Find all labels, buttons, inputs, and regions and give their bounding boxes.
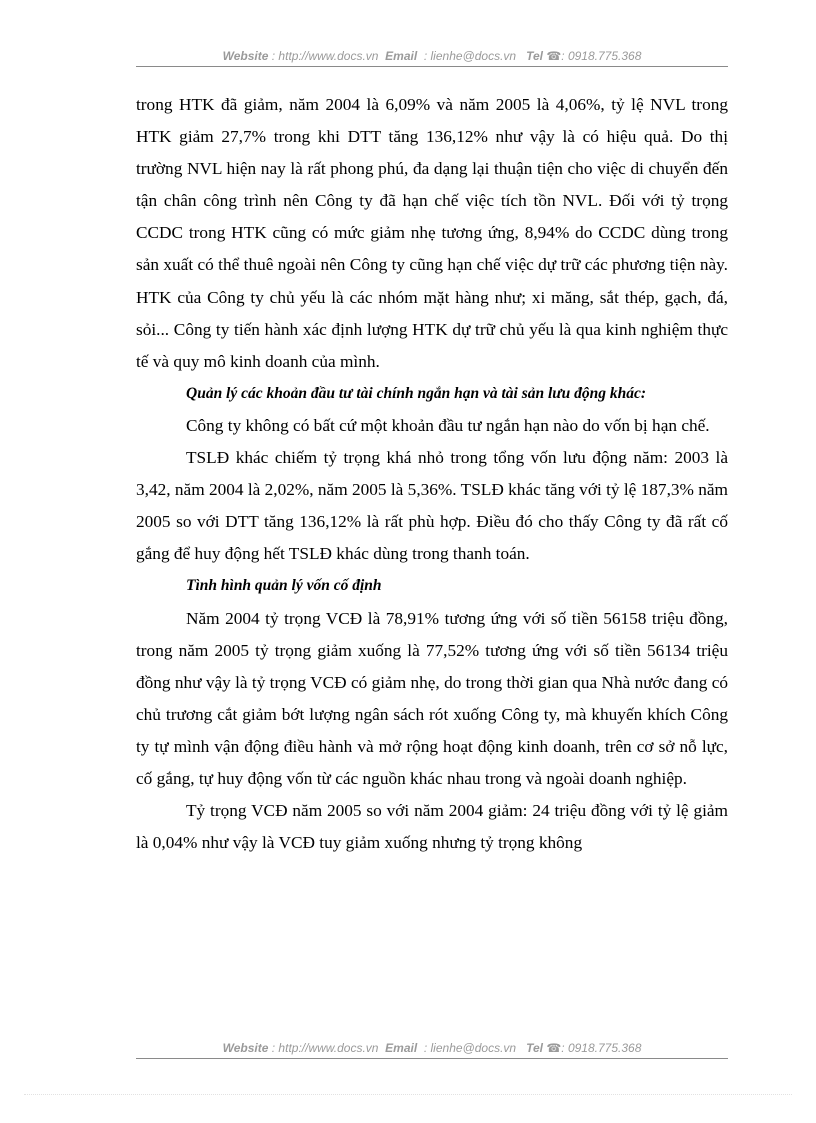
footer-email-label: Email [385,1041,418,1055]
footer-website-label: Website [222,1041,269,1055]
header-email-label: Email [385,49,418,63]
footer-tel-label: Tel [526,1041,543,1055]
header-tel-value: ☎: 0918.775.368 [546,49,642,63]
header-website-label: Website [222,49,269,63]
section-heading-short-term-investments: Quản lý các khoản đầu tư tài chính ngắn hạn và tài sản lưu động khác: [186,384,646,402]
paragraph-other-current-assets: TSLĐ khác chiếm tỷ trọng khá nhỏ trong tổng vốn lưu động năm: 2003 là 3,42, năm 2004 là 2,02%, năm 2005 là 5,36%. TSLĐ khác tăng với tỷ lệ 187,3% năm 2005 so với DTT tăng 136,12% là rất phù hợp. Điều đó cho thấy Công ty đã rất cố gắng để huy động hết TSLĐ khác dùng trong thanh toán. [136,448,728,564]
header-website-link[interactable]: : http://www.docs.vn [271,49,379,63]
paragraph-fixed-capital-change: Tỷ trọng VCĐ năm 2005 so với năm 2004 giảm: 24 triệu đồng với tỷ lệ giảm là 0,04% như vậy là VCĐ tuy giảm xuống nhưng tỷ trọng không [136,801,728,853]
footer-email-link[interactable]: : lienhe@docs.vn [423,1041,517,1055]
document-body [136,89,728,859]
header-divider [136,66,728,67]
paragraph-fixed-capital-2004-2005: Năm 2004 tỷ trọng VCĐ là 78,91% tương ứng với số tiền 56158 triệu đồng, trong năm 2005 tỷ trọng giảm xuống là 77,52% tương ứng với số tiền 56134 triệu đồng như vậy là tỷ trọng VCĐ có giảm nhẹ, do trong thời gian qua Nhà nước đang có chủ trương cắt giảm bớt lượng ngân sách rót xuống Công ty, mà khuyến khích Công ty tự mình vận động điều hành và mở rộng hoạt động kinh doanh, trên cơ sở nỗ lực, cố gắng, tự huy động vốn từ các nguồn khác nhau trong và ngoài doanh nghiệp. [136,608,728,788]
section-heading-fixed-capital: Tình hình quản lý vốn cố định [186,577,382,595]
page-edge-dotted-line [24,1094,792,1095]
footer-tel-value: ☎: 0918.775.368 [546,1041,642,1055]
paragraph-no-investment: Công ty không có bất cứ một khoản đầu tư ngắn hạn nào do vốn bị hạn chế. [186,415,710,435]
footer-website-link[interactable]: : http://www.docs.vn [271,1041,379,1055]
footer-divider [136,1058,728,1059]
header-email-link[interactable]: : lienhe@docs.vn [423,49,517,63]
page-footer [136,1041,728,1055]
header-tel-label: Tel [526,49,543,63]
page-header [136,49,728,63]
paragraph-htk: trong HTK đã giảm, năm 2004 là 6,09% và năm 2005 là 4,06%, tỷ lệ NVL trong HTK giảm 27,7% trong khi DTT tăng 136,12% như vậy là có hiệu quả. Do thị trường NVL hiện nay là rất phong phú, đa dạng lại thuận tiện cho việc di chuyển đến tận chân công trình nên Công ty đã hạn chế việc tích tồn NVL. Đối với tỷ trọng CCDC trong HTK cũng có mức giảm nhẹ tương ứng, 8,94% do CCDC dùng trong sản xuất có thể thuê ngoài nên Công ty cũng hạn chế việc dự trữ các phương tiện này. HTK của Công ty chủ yếu là các nhóm mặt hàng như; xi măng, sắt thép, gạch, đá, sỏi... Công ty tiến hành xác định lượng HTK dự trữ chủ yếu là qua kinh nghiệm thực tế và quy mô kinh doanh của mình. [136,95,728,371]
